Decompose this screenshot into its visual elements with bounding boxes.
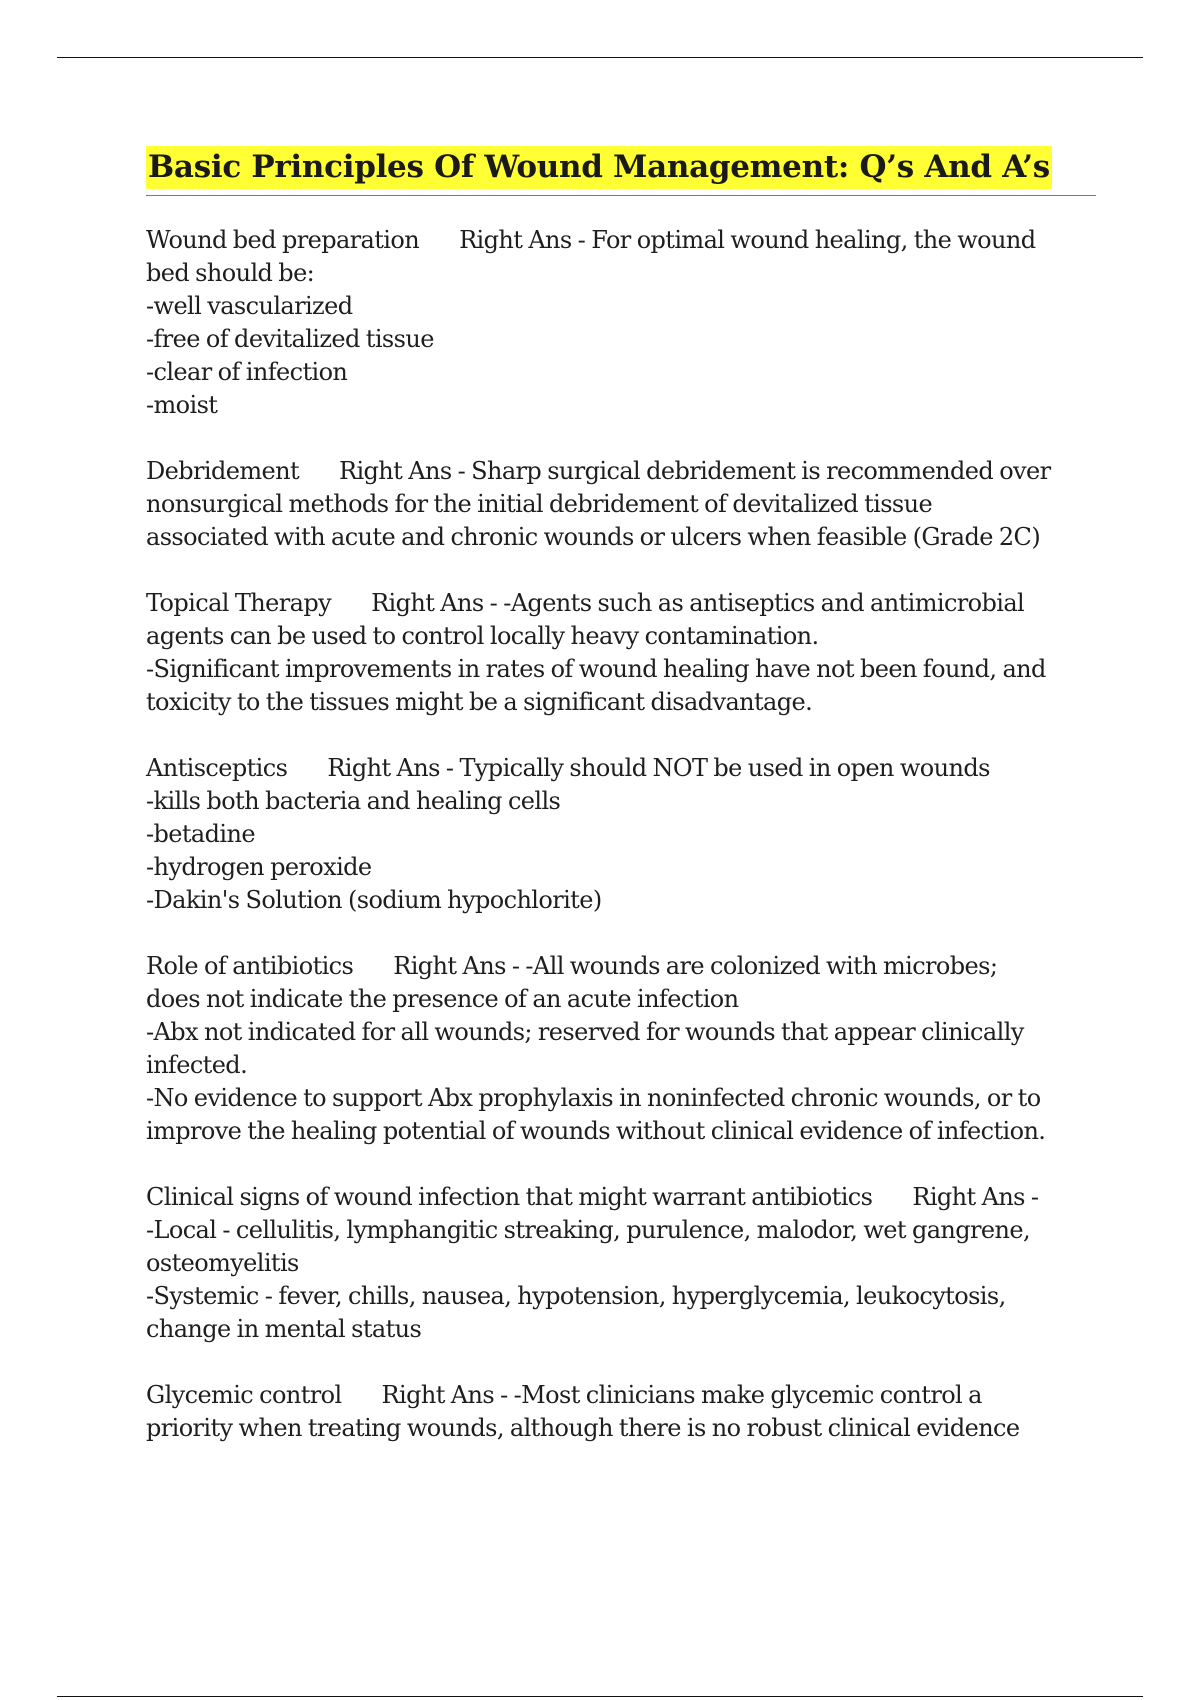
qa-entry bbox=[146, 587, 1096, 719]
bottom-rule bbox=[57, 1696, 1143, 1697]
qa-first-line bbox=[146, 1379, 1096, 1412]
qa-answer-line: improve the healing potential of wounds without clinical evidence of infection. bbox=[146, 1117, 1046, 1145]
qa-question: Clinical signs of wound infection that might warrant antibiotics bbox=[146, 1183, 873, 1211]
qa-answer-line: For optimal wound healing, the wound bbox=[591, 226, 1036, 254]
qa-question: Wound bed preparation bbox=[146, 226, 420, 254]
qa-answer-label: Right Ans - bbox=[371, 589, 498, 617]
qa-answer-line: -Abx not indicated for all wounds; reserved for wounds that appear clinically bbox=[146, 1018, 1024, 1046]
qa-answer-label: Right Ans - bbox=[327, 754, 454, 782]
qa-answer-line: -hydrogen peroxide bbox=[146, 853, 372, 881]
qa-list bbox=[146, 224, 1096, 1445]
qa-entry bbox=[146, 950, 1096, 1148]
page-title: Basic Principles Of Wound Management: Q’s And A’s bbox=[146, 146, 1052, 189]
qa-first-line bbox=[146, 587, 1096, 620]
qa-answer-line: associated with acute and chronic wounds or ulcers when feasible (Grade 2C) bbox=[146, 523, 1041, 551]
qa-question: Debridement bbox=[146, 457, 299, 485]
qa-answer-label: Right Ans - bbox=[912, 1183, 1039, 1211]
qa-question: Topical Therapy bbox=[146, 589, 332, 617]
qa-answer-line: agents can be used to control locally heavy contamination. bbox=[146, 622, 819, 650]
qa-answer-line: -Dakin's Solution (sodium hypochlorite) bbox=[146, 886, 602, 914]
qa-answer-line: does not indicate the presence of an acute infection bbox=[146, 985, 739, 1013]
qa-answer-line: priority when treating wounds, although there is no robust clinical evidence bbox=[146, 1414, 1020, 1442]
qa-answer-line: -Significant improvements in rates of wound healing have not been found, and bbox=[146, 655, 1046, 683]
qa-first-line bbox=[146, 1181, 1096, 1214]
qa-answer-line: -clear of infection bbox=[146, 358, 348, 386]
qa-answer-line: -well vascularized bbox=[146, 292, 353, 320]
qa-answer-line: -moist bbox=[146, 391, 218, 419]
qa-answer-line: -No evidence to support Abx prophylaxis in noninfected chronic wounds, or to bbox=[146, 1084, 1041, 1112]
qa-answer-line: bed should be: bbox=[146, 259, 315, 287]
qa-answer-line: -All wounds are colonized with microbes; bbox=[525, 952, 998, 980]
qa-answer-line: -Agents such as antiseptics and antimicrobial bbox=[503, 589, 1025, 617]
title-block bbox=[146, 146, 1096, 196]
qa-answer-line: Typically should NOT be used in open wounds bbox=[459, 754, 990, 782]
qa-answer-line: -betadine bbox=[146, 820, 255, 848]
qa-first-line bbox=[146, 224, 1096, 257]
qa-answer-line: toxicity to the tissues might be a significant disadvantage. bbox=[146, 688, 813, 716]
qa-question: Glycemic control bbox=[146, 1381, 342, 1409]
document-body bbox=[146, 146, 1096, 1478]
qa-answer-line: osteomyelitis bbox=[146, 1249, 299, 1277]
qa-answer-line: -Most clinicians make glycemic control a bbox=[513, 1381, 982, 1409]
qa-entry bbox=[146, 752, 1096, 917]
qa-answer-line: nonsurgical methods for the initial debridement of devitalized tissue bbox=[146, 490, 933, 518]
qa-first-line bbox=[146, 455, 1096, 488]
qa-answer-line: infected. bbox=[146, 1051, 248, 1079]
qa-answer-line: -free of devitalized tissue bbox=[146, 325, 434, 353]
qa-answer-label: Right Ans - bbox=[393, 952, 520, 980]
qa-first-line bbox=[146, 752, 1096, 785]
qa-entry bbox=[146, 455, 1096, 554]
qa-answer-label: Right Ans - bbox=[459, 226, 586, 254]
qa-answer-line: -Local - cellulitis, lymphangitic streaking, purulence, malodor, wet gangrene, bbox=[146, 1216, 1031, 1244]
qa-first-line bbox=[146, 950, 1096, 983]
top-rule bbox=[57, 57, 1143, 58]
qa-answer-line: -Systemic - fever, chills, nausea, hypotension, hyperglycemia, leukocytosis, bbox=[146, 1282, 1006, 1310]
qa-entry bbox=[146, 224, 1096, 422]
qa-entry bbox=[146, 1379, 1096, 1445]
qa-answer-label: Right Ans - bbox=[339, 457, 466, 485]
qa-answer-label: Right Ans - bbox=[381, 1381, 508, 1409]
qa-entry bbox=[146, 1181, 1096, 1346]
qa-question: Antisceptics bbox=[146, 754, 288, 782]
qa-answer-line: Sharp surgical debridement is recommended over bbox=[471, 457, 1051, 485]
qa-answer-line: -kills both bacteria and healing cells bbox=[146, 787, 561, 815]
qa-question: Role of antibiotics bbox=[146, 952, 354, 980]
qa-answer-line: change in mental status bbox=[146, 1315, 422, 1343]
